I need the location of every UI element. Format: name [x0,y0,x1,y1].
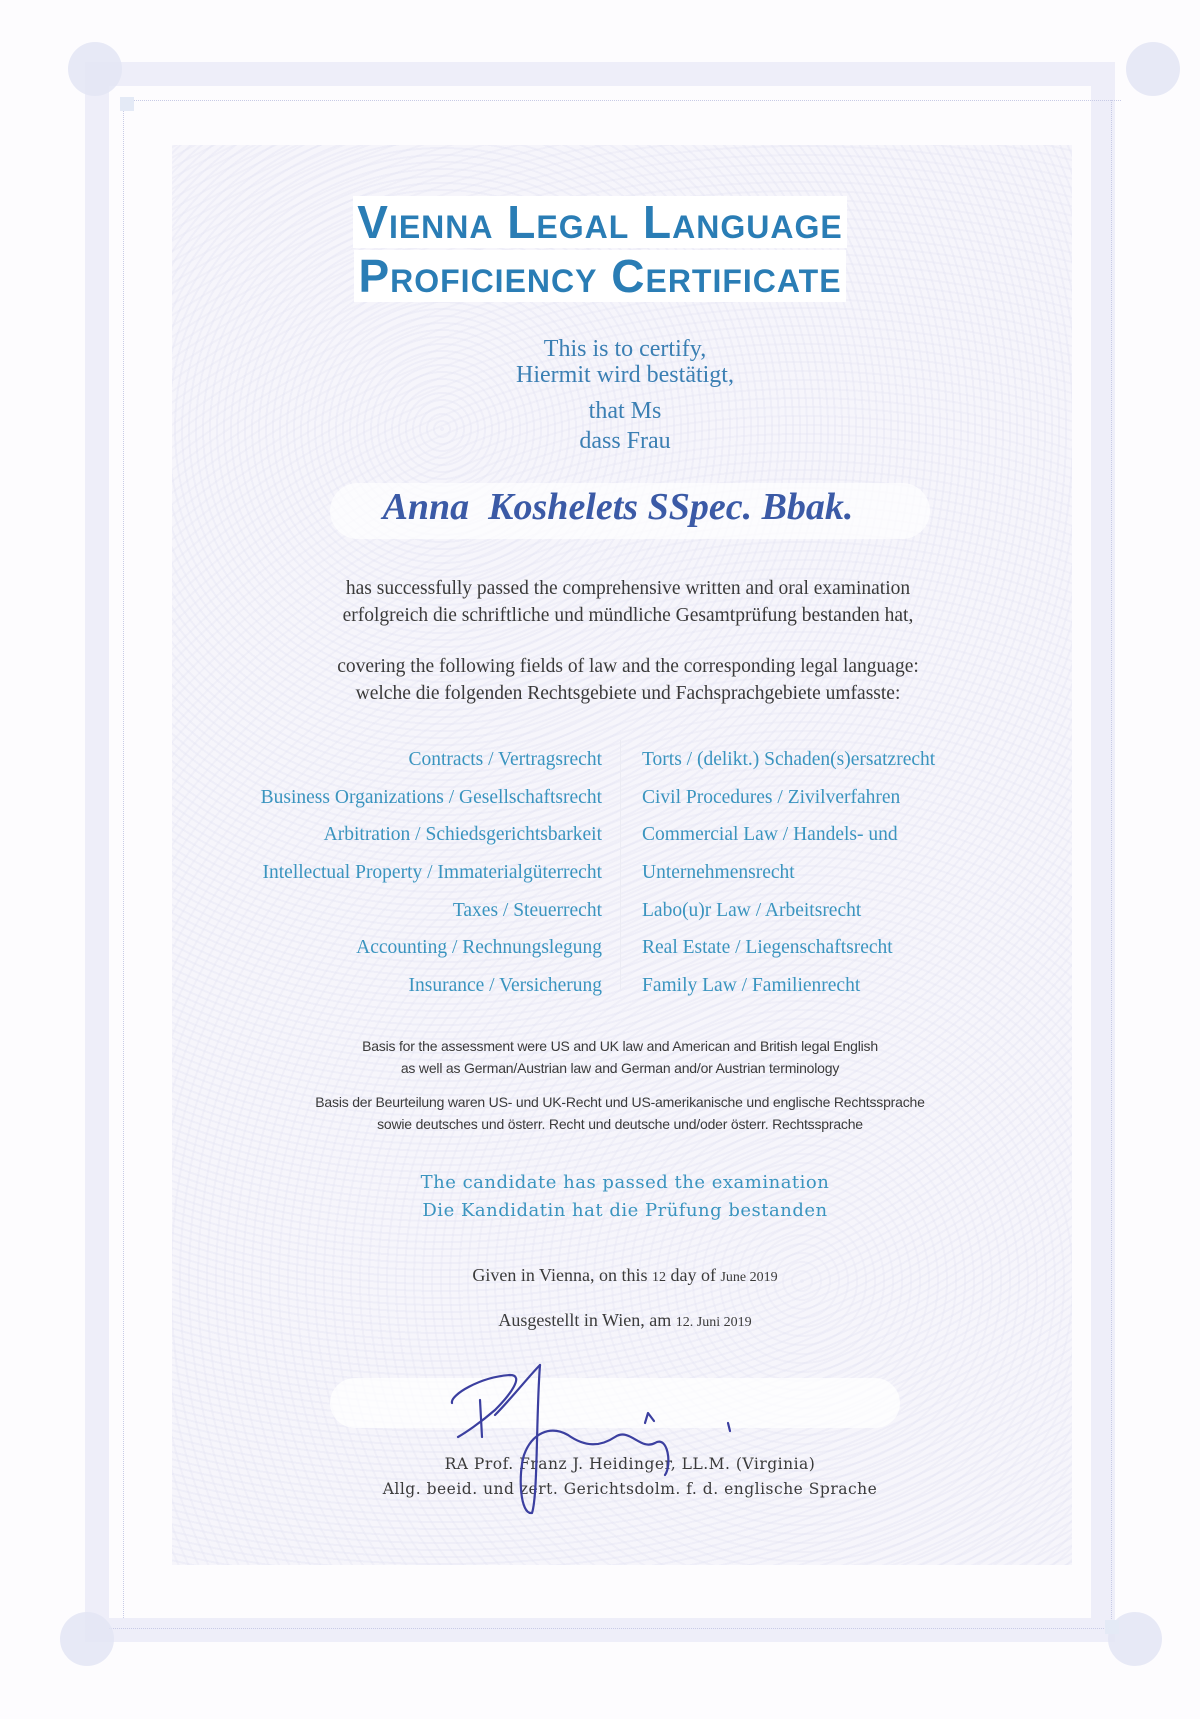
issue-date-en [25,1265,1200,1286]
field-item: Accounting / Rechnungslegung [356,937,602,959]
issue-prefix: Ausgestellt in Wien, am [498,1310,672,1330]
signer-name: RA Prof. Franz J. Heidinger, LL.M. (Virginia) [444,1455,816,1473]
field-item: Torts / (delikt.) Schaden(s)ersatzrecht [642,749,936,770]
issue-date: June 2019 [720,1270,778,1285]
result-de: Die Kandidatin hat die Prüfung bestanden [422,1200,828,1221]
issue-date: 12. Juni 2019 [675,1315,752,1330]
fields-right-column [642,745,935,1009]
issue-prefix: Given in Vienna, on this [472,1265,648,1285]
basis-de-line1: Basis der Beurteilung waren US- und UK-Recht und US-amerikanische und englische Rechtssprache [315,1094,925,1110]
field-item: Unternehmensrecht [642,862,795,884]
covering-statement-de: welche die folgenden Rechtsgebiete und Fachsprachgebiete umfasste: [355,683,901,704]
passed-statement-en: has successfully passed the comprehensive written and oral examination [345,578,911,599]
basis-en-line2: as well as German/Austrian law and German and/or Austrian terminology [400,1060,840,1076]
field-item: Real Estate / Liegenschaftsrecht [642,937,893,959]
covering-statement-en: covering the following fields of law and the corresponding legal language: [337,656,919,677]
signer-title: Allg. beeid. und zert. Gerichtsdolm. f. d. englische Sprache [382,1480,878,1498]
fields-left-column [261,745,602,1009]
issue-date-de [25,1310,1200,1331]
column-divider [620,740,621,990]
salutation-de: dass Frau [579,428,671,454]
field-item: Contracts / Vertragsrecht [408,749,602,770]
certificate-title-line2 [0,250,1200,302]
title-text: Proficiency Certificate [354,250,845,302]
result-en: The candidate has passed the examination [420,1172,830,1193]
salutation-en: that Ms [588,398,662,424]
field-item: Civil Procedures / Zivilverfahren [642,786,901,808]
handwritten-signature [440,1355,770,1515]
basis-de-line2: sowie deutsches und österr. Recht und deutsche und/oder österr. Rechtssprache [377,1116,863,1132]
certify-en: This is to certify, [543,336,707,362]
field-item: Arbitration / Schiedsgerichtsbarkeit [323,824,602,846]
passed-statement-de: erfolgreich die schriftliche und mündliche Gesamtprüfung bestanden hat, [342,605,914,626]
recipient-name: Anna Koshelets SSpec. Bbak. [382,486,854,528]
field-item: Business Organizations / Gesellschaftsrecht [260,786,602,808]
field-item: Commercial Law / Handels- und [642,824,898,846]
field-item: Family Law / Familienrecht [642,975,861,997]
certify-de: Hiermit wird bestätigt, [516,362,734,388]
field-item: Labo(u)r Law / Arbeitsrecht [642,899,862,921]
issue-day: 12 [651,1270,666,1285]
field-item: Insurance / Versicherung [408,975,602,997]
issue-mid: day of [670,1265,716,1285]
basis-en-line1: Basis for the assessment were US and UK law and American and British legal English [362,1038,878,1054]
field-item: Intellectual Property / Immaterialgüterrecht [262,862,602,884]
title-text: Vienna Legal Language [353,196,846,248]
certificate-title-line1 [0,196,1200,248]
field-item: Taxes / Steuerrecht [452,899,602,921]
